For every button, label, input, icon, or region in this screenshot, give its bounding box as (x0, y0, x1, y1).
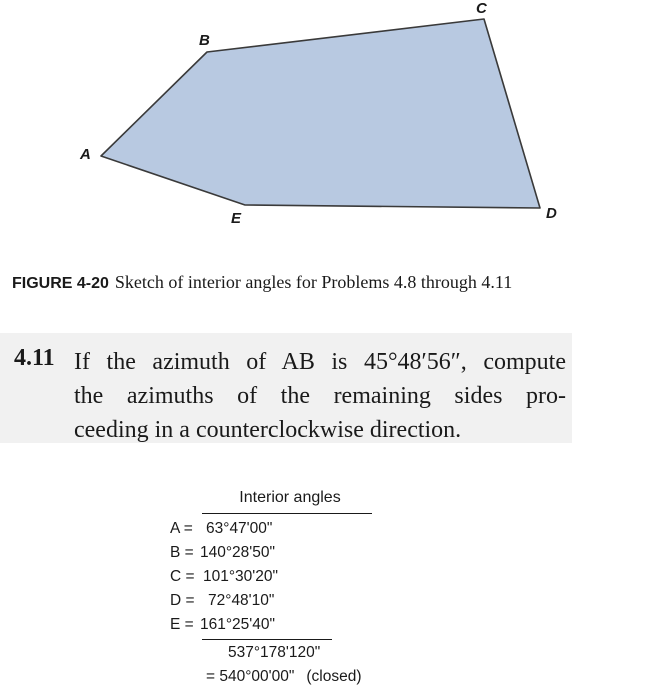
problem-number: 4.11 (14, 345, 55, 371)
angle-label: C = (170, 568, 195, 585)
figure-number: FIGURE 4-20 (12, 275, 109, 292)
angle-value: 161°25'40" (200, 616, 276, 633)
angle-sum-row (170, 644, 320, 666)
interior-angles-header: Interior angles (239, 489, 341, 506)
problem-line: If the azimuth of AB is 45°48′56″, compute (74, 349, 566, 375)
angle-row-d (170, 592, 274, 614)
problem-line: ceeding in a counterclockwise direction. (74, 417, 462, 443)
angle-value: 72°48'10" (208, 592, 275, 609)
angle-value: 140°28'50" (200, 544, 276, 561)
polygon-sketch (0, 0, 654, 240)
problem-line: the azimuths of the remaining sides pro- (74, 383, 566, 409)
vertex-label-a: A (80, 146, 91, 163)
angle-value: 63°47'00" (206, 520, 273, 537)
closed-note: (closed) (306, 668, 362, 685)
polygon-figure (0, 0, 654, 240)
angle-value: 101°30'20" (203, 568, 279, 585)
problem-block (0, 333, 572, 443)
angle-row-c (170, 568, 278, 590)
angle-row-b (170, 544, 275, 566)
angle-row-a (170, 520, 272, 542)
vertex-label-c: C (476, 0, 487, 17)
vertex-label-e: E (231, 210, 242, 227)
angle-label: D = (170, 592, 195, 609)
angle-row-e (170, 616, 275, 638)
angle-sum: 537°178'120" (228, 644, 321, 661)
problem-text (74, 345, 566, 447)
figure-caption-text: Sketch of interior angles for Problems 4.8 through 4.11 (114, 272, 513, 292)
angle-total-row (170, 668, 362, 690)
header-rule (202, 513, 372, 514)
angle-label: B = (170, 544, 194, 561)
traverse-polygon (101, 19, 540, 208)
angle-label: A = (170, 520, 193, 537)
angle-label: E = (170, 616, 194, 633)
vertex-label-b: B (199, 32, 210, 49)
angle-total: = 540°00'00" (206, 668, 295, 685)
vertex-label-d: D (546, 205, 557, 222)
figure-caption (12, 272, 652, 293)
sum-rule (202, 639, 332, 640)
